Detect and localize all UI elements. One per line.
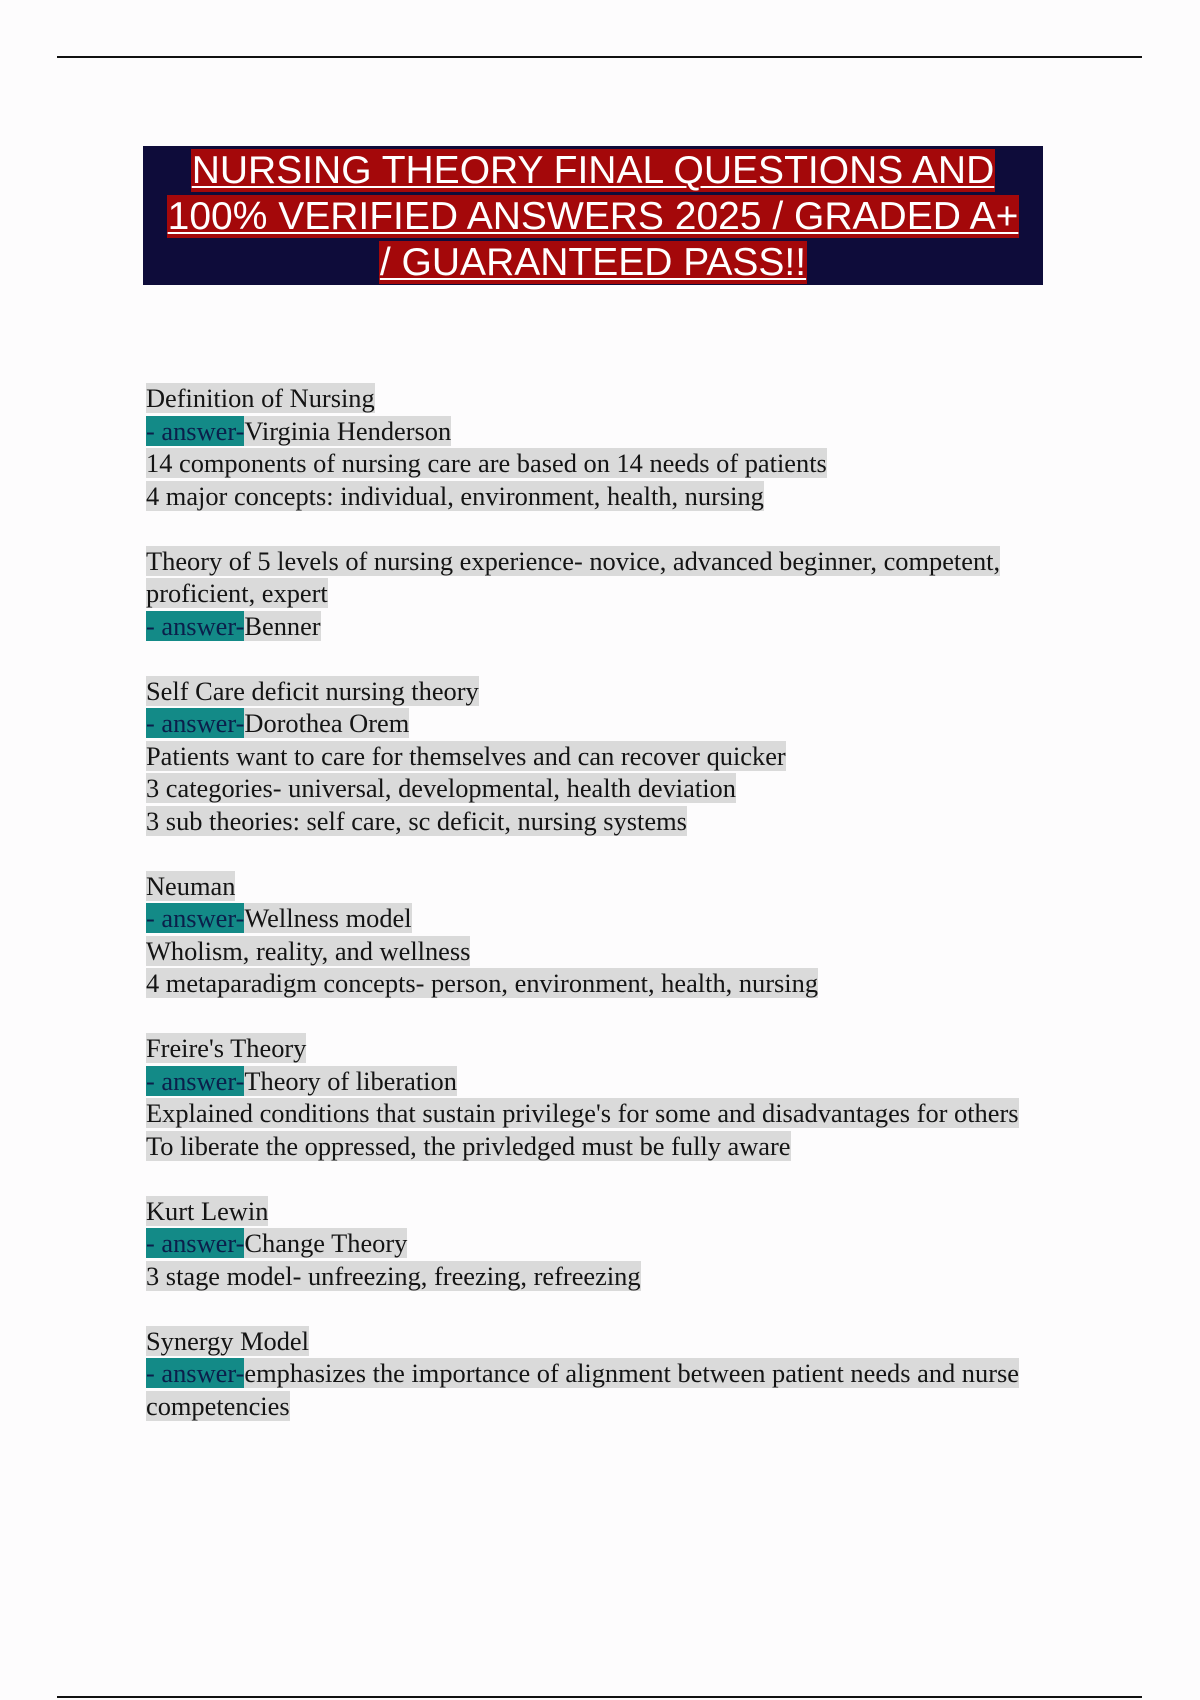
detail-line: 3 categories- universal, developmental, health deviation — [146, 773, 736, 803]
detail-line: 14 components of nursing care are based on 14 needs of patients — [146, 448, 827, 478]
qa-entry — [146, 675, 1086, 838]
answer-text: emphasizes the importance of alignment between patient needs and nurse — [244, 1358, 1019, 1388]
answer-label: - answer- — [146, 708, 245, 738]
qa-entry — [146, 545, 1086, 643]
question-line: Self Care deficit nursing theory — [146, 675, 479, 706]
document-title — [143, 146, 1043, 285]
qa-entry — [146, 1032, 1086, 1162]
question-line: Freire's Theory — [146, 1033, 307, 1063]
detail-line: 4 metaparadigm concepts- person, environment, health, nursing — [146, 968, 819, 998]
answer-line — [146, 415, 1086, 448]
answer-text: Theory of liberation — [244, 1065, 457, 1096]
detail-line: Explained conditions that sustain privilege's for some and disadvantages for others — [146, 1098, 1019, 1128]
qa-list — [146, 382, 1086, 1455]
answer-line — [146, 610, 1086, 643]
title-line: NURSING THEORY FINAL QUESTIONS AND — [191, 149, 995, 192]
qa-entry — [146, 1325, 1086, 1423]
qa-entry — [146, 870, 1086, 1000]
question-line: Neuman — [146, 870, 236, 901]
detail-line: To liberate the oppressed, the privledged must be fully aware — [146, 1130, 791, 1161]
answer-text: Dorothea Orem — [244, 708, 410, 738]
answer-line — [146, 707, 1086, 740]
question-line: Theory of 5 levels of nursing experience- novice, advanced beginner, competent, — [146, 545, 1001, 576]
answer-label: - answer- — [146, 1228, 245, 1258]
top-rule — [57, 56, 1142, 58]
answer-line — [146, 1357, 1086, 1390]
answer-label: - answer- — [146, 610, 245, 641]
title-line: / GUARANTEED PASS!! — [379, 241, 807, 284]
question-line: proficient, expert — [146, 578, 328, 608]
bottom-rule — [57, 1696, 1142, 1698]
detail-line: 4 major concepts: individual, environment, health, nursing — [146, 480, 764, 511]
answer-text: Benner — [244, 610, 321, 641]
answer-label: - answer- — [146, 1358, 245, 1388]
question-line: Synergy Model — [146, 1325, 309, 1356]
title-line: 100% VERIFIED ANSWERS 2025 / GRADED A+ — [167, 195, 1019, 238]
question-line: Definition of Nursing — [146, 383, 375, 413]
question-line: Kurt Lewin — [146, 1195, 269, 1226]
detail-line: competencies — [146, 1390, 290, 1421]
answer-text: Wellness model — [244, 903, 412, 933]
detail-line: 3 stage model- unfreezing, freezing, refreezing — [146, 1260, 641, 1291]
answer-line — [146, 1065, 1086, 1098]
detail-line: 3 sub theories: self care, sc deficit, nursing systems — [146, 805, 687, 836]
answer-label: - answer- — [146, 903, 245, 933]
qa-entry — [146, 382, 1086, 512]
answer-label: - answer- — [146, 1065, 245, 1096]
answer-text: Virginia Henderson — [244, 415, 452, 446]
detail-line: Patients want to care for themselves and can recover quicker — [146, 740, 786, 771]
answer-line — [146, 902, 1086, 935]
qa-entry — [146, 1195, 1086, 1293]
answer-label: - answer- — [146, 415, 245, 446]
answer-line — [146, 1227, 1086, 1260]
answer-text: Change Theory — [244, 1228, 408, 1258]
detail-line: Wholism, reality, and wellness — [146, 935, 471, 966]
